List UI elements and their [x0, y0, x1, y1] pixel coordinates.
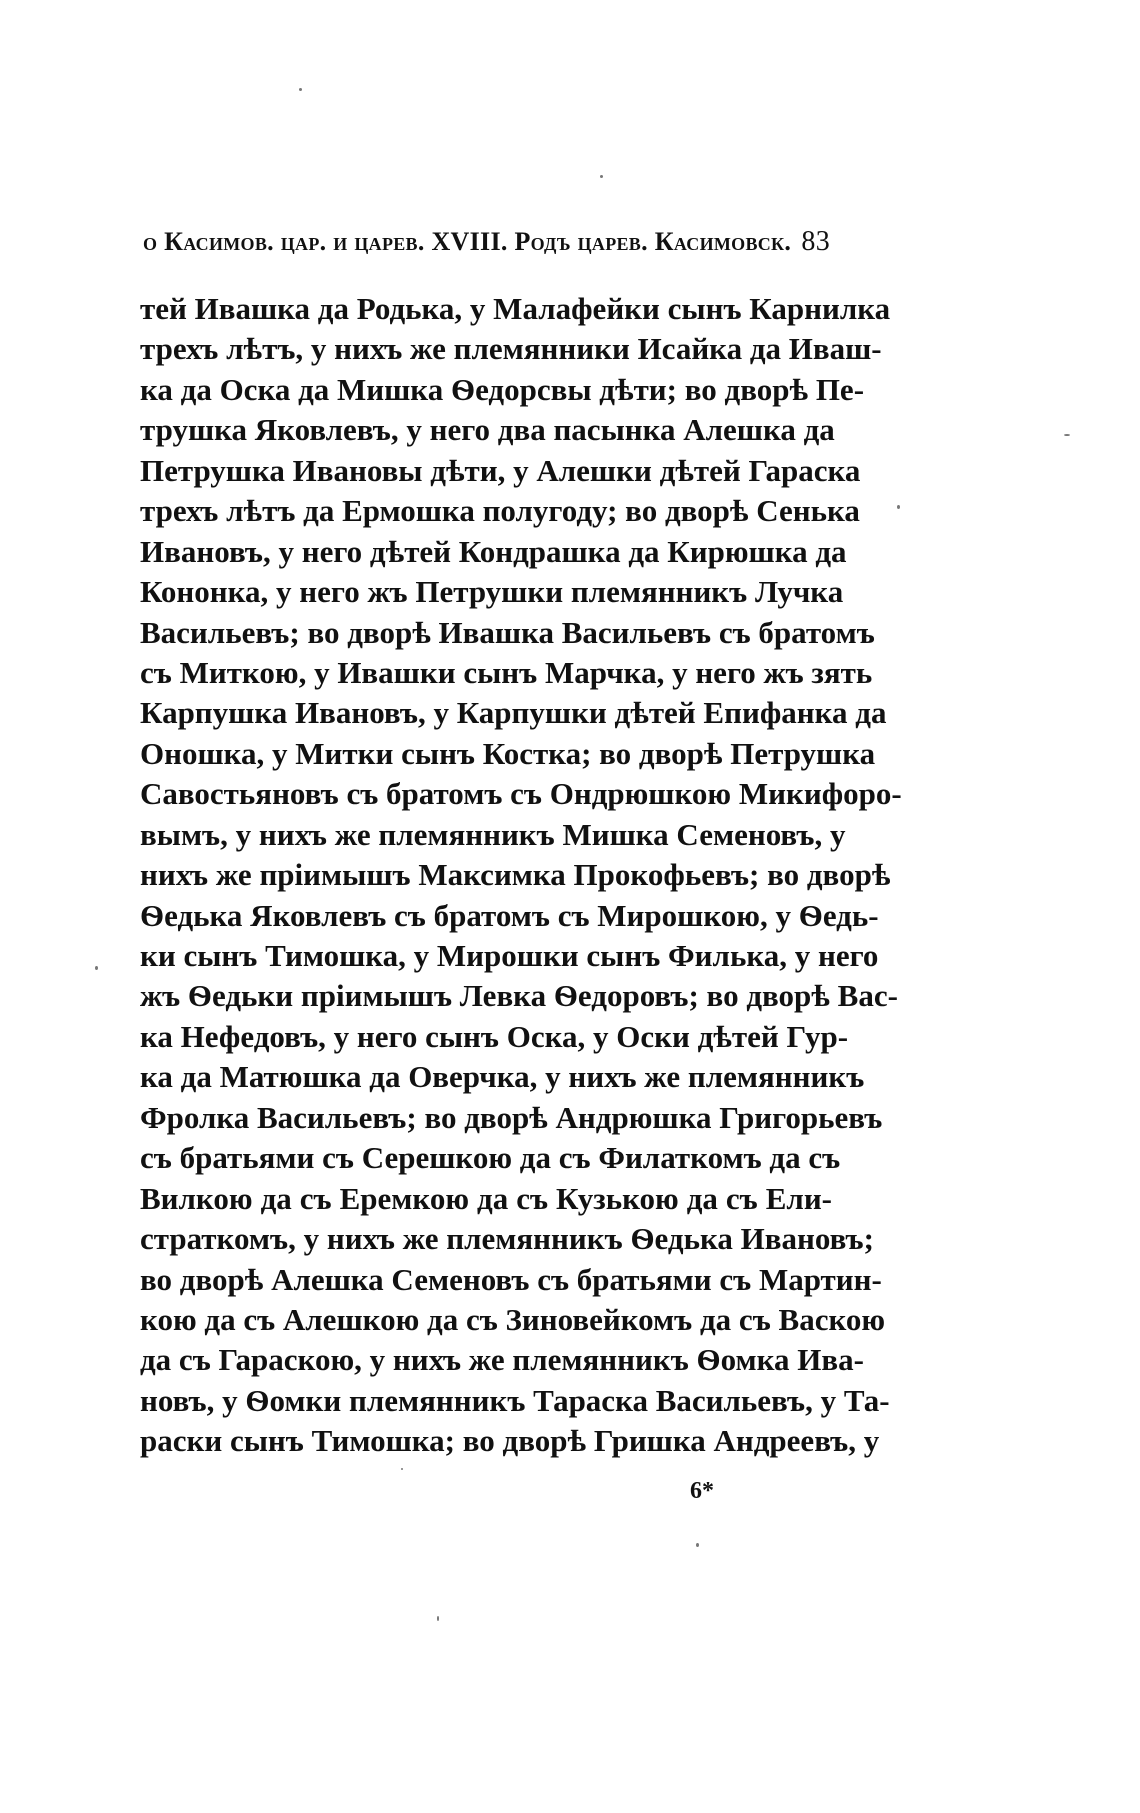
scan-speck: [299, 88, 302, 91]
body-text: [140, 289, 902, 1462]
text-line: раски сынъ Тимошка; во дворѣ Гришка Андреевъ, у: [140, 1423, 880, 1459]
text-line: Савостьяновъ съ братомъ съ Ондрюшкою Микифоро-: [140, 776, 902, 812]
scan-speck: [897, 505, 900, 509]
text-line: Вилкою да съ Еремкою да съ Кузькою да съ Ели-: [140, 1180, 832, 1216]
text-line: во дворѣ Алешка Семеновъ съ братьями съ Мартин-: [140, 1261, 882, 1297]
text-line: кою да съ Алешкою да съ Зиновейкомъ да съ Васкою: [140, 1301, 886, 1337]
text-line: трехъ лѣтъ да Ермошка полугоду; во дворѣ Сенька: [140, 493, 860, 529]
text-line: съ Миткою, у Ивашки сынъ Марчка, у него жъ зять: [140, 654, 873, 690]
running-head: [143, 226, 830, 258]
signature-mark: 6*: [690, 1478, 714, 1504]
text-line: нихъ же пріимышъ Максимка Прокофьевъ; во дворѣ: [140, 857, 891, 893]
text-line: страткомъ, у нихъ же племянникъ Ѳедька Ивановъ;: [140, 1221, 874, 1257]
text-line: Васильевъ; во дворѣ Ивашка Васильевъ съ братомъ: [140, 614, 875, 650]
text-line: новъ, у Ѳомки племянникъ Тараска Васильевъ, у Та-: [140, 1382, 890, 1418]
page-number: 83: [801, 226, 830, 257]
text-line: Оношка, у Митки сынъ Костка; во дворѣ Петрушка: [140, 735, 876, 771]
text-line: Петрушка Ивановы дѣти, у Алешки дѣтей Гараска: [140, 452, 861, 488]
text-line: ка да Матюшка да Оверчка, у нихъ же племянникъ: [140, 1059, 865, 1095]
scan-speck: [696, 1543, 699, 1547]
text-line: съ братьями съ Серешкою да съ Филаткомъ да съ: [140, 1140, 841, 1176]
scan-speck: [1064, 434, 1070, 436]
text-line: Фролка Васильевъ; во дворѣ Андрюшка Григорьевъ: [140, 1099, 883, 1135]
text-line: вымъ, у нихъ же племянникъ Мишка Семеновъ, у: [140, 816, 846, 852]
text-line: трехъ лѣтъ, у нихъ же племянники Исайка да Иваш-: [140, 331, 882, 367]
scan-speck: [437, 1616, 439, 1621]
scan-speck: [95, 966, 98, 970]
text-line: ка да Оска да Мишка Ѳедорсвы дѣти; во дворѣ Пе-: [140, 371, 865, 407]
text-line: да съ Гараскою, у нихъ же племянникъ Ѳомка Ива-: [140, 1342, 864, 1378]
text-line: жъ Ѳедьки пріимышъ Левка Ѳедоровъ; во дворѣ Вас-: [140, 978, 898, 1014]
text-line: Ѳедька Яковлевъ съ братомъ съ Мирошкою, у Ѳедь-: [140, 897, 879, 933]
running-title: о Касимов. цар. и царев. XVIII. Родъ царев. Касимовск.: [143, 227, 792, 256]
text-line: Карпушка Ивановъ, у Карпушки дѣтей Епифанка да: [140, 695, 887, 731]
scan-speck: [600, 175, 603, 178]
text-line: Кононка, у него жъ Петрушки племянникъ Лучка: [140, 574, 844, 610]
text-line: ки сынъ Тимошка, у Мирошки сынъ Филька, у него: [140, 938, 879, 973]
text-line: ка Нефедовъ, у него сынъ Оска, у Оски дѣтей Гур-: [140, 1018, 849, 1054]
text-line: тей Ивашка да Родька, у Малафейки сынъ Карнилка: [140, 291, 891, 326]
scan-speck: [401, 1468, 403, 1470]
text-line: Ивановъ, у него дѣтей Кондрашка да Кирюшка да: [140, 533, 847, 569]
text-line: трушка Яковлевъ, у него два пасынка Алешка да: [140, 412, 835, 448]
